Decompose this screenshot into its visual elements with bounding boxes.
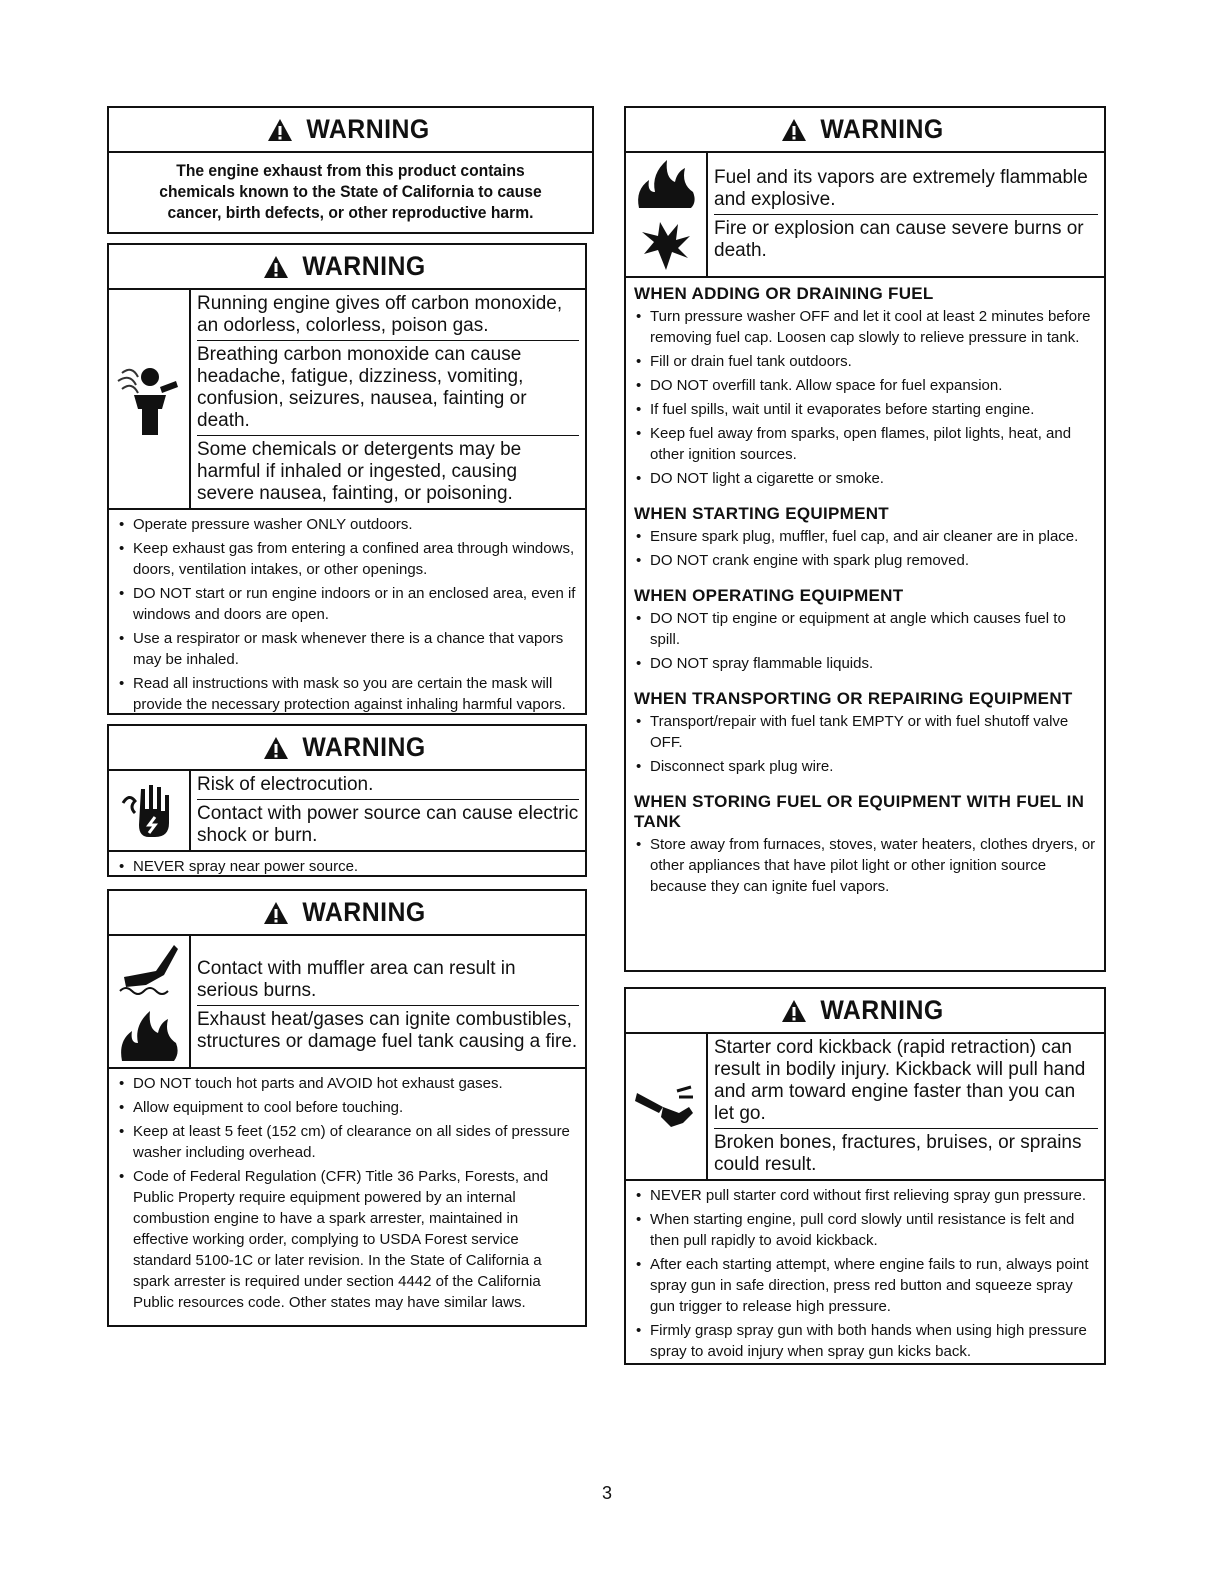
safety-list [626,834,1104,906]
hazard-statement: Breathing carbon monoxide can cause headache, fatigue, dizziness, vomiting, confusion, seizures, nausea, fainting or death. [197,340,579,435]
kickback-warning-box [624,987,1106,1365]
warning-triangle-icon [267,118,293,142]
fuel-section-operating [626,586,1104,683]
hazard-statement: Risk of electrocution. [197,774,374,795]
list-item: • Disconnect spark plug wire. [634,756,1096,777]
fuel-section-storing [626,792,1104,906]
page-number: 3 [602,1483,613,1503]
list-item: • If fuel spills, wait until it evaporates before starting engine. [634,399,1096,420]
section-title: WHEN TRANSPORTING OR REPAIRING EQUIPMENT [634,689,1073,708]
hazard-row [626,1034,1104,1181]
safety-list [626,608,1104,683]
safety-list [626,711,1104,786]
safety-list [626,1181,1104,1371]
fuel-section-transporting [626,689,1104,786]
electrocution-warning-box [107,724,587,877]
warning-triangle-icon [781,118,807,142]
chemical-notice: The engine exhaust from this product contains chemicals known to the State of California to cause cancer, birth defects, or other reproductive harm. [159,161,542,222]
list-item: • Use a respirator or mask whenever there is a chance that vapors may be inhaled. [117,628,577,670]
list-item: • NEVER pull starter cord without first relieving spray gun pressure. [634,1185,1096,1206]
list-item: • DO NOT light a cigarette or smoke. [634,468,1096,489]
carbon-monoxide-warning-box [107,243,587,715]
list-item: • Code of Federal Regulation (CFR) Title 36 Parks, Forests, and Public Property require equipment powered by an internal combustion engine to have a spark arrester, maintained in effective working order, complying to USDA Forest service standard 5100-1C or later revision. In the State of California a spark arrester is required under section 4442 of the California Public resources code. Other states may have similar laws. [117,1166,577,1313]
hazard-statement: Exhaust heat/gases can ignite combustibles, structures or damage fuel tank causing a fire. [197,1005,579,1067]
fire-icon [116,1007,182,1063]
hazard-statement: Running engine gives off carbon monoxide, an odorless, colorless, poison gas. [197,293,563,336]
safety-list [109,852,585,886]
safety-list [626,306,1104,498]
list-item: • DO NOT touch hot parts and AVOID hot exhaust gases. [117,1073,577,1094]
hazard-statement: Some chemicals or detergents may be harmful if inhaled or ingested, causing severe nausea, fainting, or poisoning. [197,435,579,508]
hot-surface-warning-box [107,889,587,1327]
chemical-warning-box [107,106,594,234]
hazard-row [626,153,1104,278]
list-item: • Operate pressure washer ONLY outdoors. [117,514,577,535]
warning-title: WARNING [302,251,426,281]
hazard-row [109,771,585,852]
hazard-row [109,290,585,510]
hazard-statement: Broken bones, fractures, bruises, or sprains could result. [714,1128,1098,1179]
list-item: • DO NOT overfill tank. Allow space for fuel expansion. [634,375,1096,396]
list-item: • Turn pressure washer OFF and let it cool at least 2 minutes before removing fuel cap. Loosen cap slowly to relieve pressure in tank. [634,306,1096,348]
warning-triangle-icon [263,255,289,279]
fire-icon [633,158,699,210]
hazard-statement: Contact with power source can cause electric shock or burn. [197,799,579,850]
warning-triangle-icon [263,901,289,925]
section-title: WHEN OPERATING EQUIPMENT [634,586,904,605]
warning-triangle-icon [781,999,807,1023]
warning-header [109,245,585,290]
safety-list [626,526,1104,580]
warning-header [109,108,592,153]
hazard-row [109,936,585,1069]
list-item: • Store away from furnaces, stoves, water heaters, clothes dryers, or other appliances that have pilot light or other ignition source because they can ignite fuel vapors. [634,834,1096,897]
hot-surface-hand-icon [116,941,182,997]
list-item: • Transport/repair with fuel tank EMPTY or with fuel shutoff valve OFF. [634,711,1096,753]
list-item: • NEVER spray near power source. [117,856,577,877]
list-item: • DO NOT start or run engine indoors or in an enclosed area, even if windows and doors are open. [117,583,577,625]
safety-list [109,510,585,724]
list-item: • Keep fuel away from sparks, open flames, pilot lights, heat, and other ignition sources. [634,423,1096,465]
list-item: • When starting engine, pull cord slowly until resistance is felt and then pull rapidly to avoid kickback. [634,1209,1096,1251]
list-item: • Keep at least 5 feet (152 cm) of clearance on all sides of pressure washer including overhead. [117,1121,577,1163]
section-title: WHEN ADDING OR DRAINING FUEL [634,284,934,303]
section-title: WHEN STORING FUEL OR EQUIPMENT WITH FUEL IN TANK [634,792,1085,831]
explosion-icon [638,220,694,272]
list-item: • After each starting attempt, where engine fails to run, always point spray gun in safe direction, press red button and squeeze spray gun trigger to release high pressure. [634,1254,1096,1317]
list-item: • Allow equipment to cool before touching. [117,1097,577,1118]
warning-title: WARNING [302,897,426,927]
safety-list [109,1069,585,1322]
electrocution-hand-icon [109,771,189,850]
list-item: • Fill or drain fuel tank outdoors. [634,351,1096,372]
fuel-section-adding [626,284,1104,498]
hazard-statement: Fire or explosion can cause severe burns or death. [714,214,1098,276]
warning-title: WARNING [302,732,426,762]
warning-title: WARNING [820,995,944,1025]
warning-header [109,726,585,771]
list-item: • DO NOT crank engine with spark plug removed. [634,550,1096,571]
hazard-statement: Starter cord kickback (rapid retraction) can result in bodily injury. Kickback will pull hand and arm toward engine faster than you can let go. [714,1037,1086,1124]
list-item: • DO NOT spray flammable liquids. [634,653,1096,674]
carbon-monoxide-person-icon [109,290,189,508]
warning-title: WARNING [305,114,430,144]
list-item: • Read all instructions with mask so you are certain the mask will provide the necessary protection against inhaling harmful vapors. [117,673,577,715]
warning-header [626,989,1104,1034]
section-title: WHEN STARTING EQUIPMENT [634,504,889,523]
kickback-hand-icon [626,1034,706,1179]
list-item: • Ensure spark plug, muffler, fuel cap, and air cleaner are in place. [634,526,1096,547]
hazard-statement: Contact with muffler area can result in serious burns. [197,958,516,1001]
list-item: • Keep exhaust gas from entering a confined area through windows, doors, ventilation intakes, or other openings. [117,538,577,580]
fuel-warning-box [624,106,1106,972]
warning-title: WARNING [820,114,944,144]
warning-header [626,108,1104,153]
hazard-statement: Fuel and its vapors are extremely flammable and explosive. [714,167,1088,210]
list-item: • Firmly grasp spray gun with both hands when using high pressure spray to avoid injury when spray gun kicks back. [634,1320,1096,1362]
warning-triangle-icon [263,736,289,760]
list-item: • DO NOT tip engine or equipment at angle which causes fuel to spill. [634,608,1096,650]
warning-header [109,891,585,936]
fuel-section-starting [626,504,1104,580]
